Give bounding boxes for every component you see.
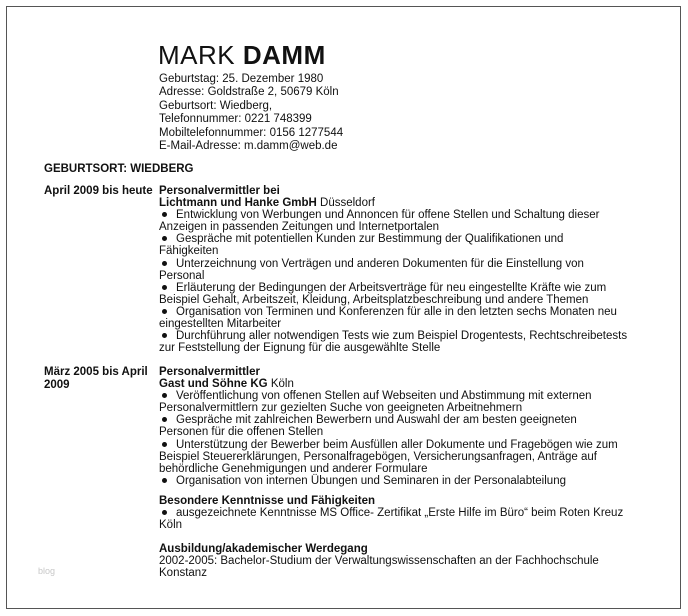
skills-section <box>159 495 639 531</box>
applicant-name <box>158 40 326 71</box>
bullet-text: Organisation von internen Übungen und Seminaren in der Personalabteilung <box>176 474 566 487</box>
bullet-icon <box>162 510 167 515</box>
bullet-text: ausgezeichnete Kenntnisse MS Office- Zertifikat „Erste Hilfe im Büro“ beim Roten Kreuz <box>176 507 624 520</box>
bullet-icon <box>162 478 167 483</box>
last-name: DAMM <box>242 40 326 70</box>
bullet-continuation: zur Feststellung der Eignung für die ausgewählte Stelle <box>159 342 441 355</box>
bullet-icon <box>162 442 167 447</box>
bullet-text: Gespräche mit zahlreichen Bewerbern und Auswahl der am besten geeigneten <box>176 414 577 427</box>
bullet-continuation: Köln <box>159 519 183 532</box>
job-company <box>159 378 639 390</box>
education-line: 2002-2005: Bachelor-Studium der Verwaltungswissenschaften an der Fachhochschule <box>159 555 599 568</box>
bullet-continuation: Fähigkeiten <box>159 245 219 258</box>
birthplace-line: Geburtsort: Wiedberg, <box>159 99 273 112</box>
job-title: Personalvermittler bei <box>159 185 280 197</box>
company-location: Köln <box>267 378 294 391</box>
bullet-icon <box>162 212 167 217</box>
phone-line: Telefonnummer: 0221 748399 <box>159 113 312 126</box>
bullet-continuation: Personen für die offenen Stellen <box>159 426 324 439</box>
watermark: blog <box>38 566 56 576</box>
bullet-text: Unterstützung der Bewerber beim Ausfüllen aller Dokumente und Fragebögen wie zum <box>176 438 618 451</box>
bullet-item <box>159 439 639 451</box>
first-name: MARK <box>158 40 236 70</box>
bullet-text: Gespräche mit potentiellen Kunden zur Bestimmung der Qualifikationen und <box>176 233 564 246</box>
birthday-line: Geburtstag: 25. Dezember 1980 <box>159 73 324 85</box>
bullet-item <box>159 390 639 402</box>
address-line: Adresse: Goldstraße 2, 50679 Köln <box>159 86 339 99</box>
job-date: April 2009 bis heute <box>44 185 153 197</box>
job-bullets <box>159 209 639 354</box>
bullet-item <box>159 233 639 245</box>
contact-info <box>159 73 343 153</box>
bullet-item <box>159 414 639 426</box>
bullet-icon <box>162 261 167 266</box>
bullet-text: Unterzeichnung von Verträgen und anderen Dokumenten für die Einstellung von <box>176 257 584 270</box>
job-entry <box>159 185 639 354</box>
job-company <box>159 197 639 209</box>
bullet-continuation: Beispiel Steuererklärungen, Personalfragebögen, Versicherungsanfragen, Anträge auf <box>159 450 597 463</box>
job-bullets <box>159 390 639 487</box>
company-location: Düsseldorf <box>316 197 375 210</box>
bullet-icon <box>162 393 167 398</box>
bullet-icon <box>162 333 167 338</box>
bullet-text: Entwicklung von Werbungen und Annoncen für offene Stellen und Schaltung dieser <box>176 209 600 222</box>
bullet-continuation: Personal <box>159 269 205 282</box>
bullet-item <box>159 282 639 294</box>
bullet-continuation: eingestellten Mitarbeiter <box>159 318 282 331</box>
bullet-item <box>159 507 639 519</box>
skills-bullets <box>159 507 639 531</box>
bullet-item <box>159 330 639 342</box>
bullet-item <box>159 475 639 487</box>
bullet-text: Organisation von Terminen und Konferenzen für alle in den letzten sechs Monaten neu <box>176 305 617 318</box>
bullet-continuation: behördliche Genehmigungen und anderer Formulare <box>159 462 428 475</box>
job-date: März 2005 bis April 2009 <box>44 366 148 391</box>
bullet-icon <box>162 285 167 290</box>
company-name: Lichtmann und Hanke GmbH <box>159 197 317 210</box>
bullet-continuation: Beispiel Gehalt, Arbeitszeit, Kleidung, Arbeitsplatzbeschreibung und andere Themen <box>159 293 589 306</box>
education-line: Konstanz <box>159 567 207 580</box>
email-line: E-Mail-Adresse: m.damm@web.de <box>159 140 338 153</box>
bullet-continuation: Personalvermittlern zur gezielten Suche von geeigneten Arbeitnehmern <box>159 402 523 415</box>
section-heading: GEBURTSORT: WIEDBERG <box>44 163 194 175</box>
company-name: Gast und Söhne KG <box>159 378 268 391</box>
job-entry <box>159 366 639 487</box>
education-section <box>159 543 639 579</box>
mobile-line: Mobiltelefonnummer: 0156 1277544 <box>159 126 344 139</box>
skills-heading: Besondere Kenntnisse und Fähigkeiten <box>159 495 375 507</box>
bullet-continuation: Anzeigen in passenden Zeitungen und Internetportalen <box>159 221 440 234</box>
bullet-item <box>159 306 639 318</box>
bullet-text: Veröffentlichung von offenen Stellen auf Webseiten und Abstimmung mit externen <box>176 390 592 403</box>
bullet-text: Durchführung aller notwendigen Tests wie zum Beispiel Drogentests, Rechtschreibetests <box>176 330 628 343</box>
bullet-icon <box>162 417 167 422</box>
bullet-text: Erläuterung der Bedingungen der Arbeitsverträge für neu eingestellte Kräfte wie zum <box>176 281 607 294</box>
bullet-icon <box>162 309 167 314</box>
bullet-item <box>159 209 639 221</box>
education-heading: Ausbildung/akademischer Werdegang <box>159 543 368 555</box>
job-title: Personalvermittler <box>159 366 260 378</box>
bullet-item <box>159 258 639 270</box>
bullet-icon <box>162 236 167 241</box>
